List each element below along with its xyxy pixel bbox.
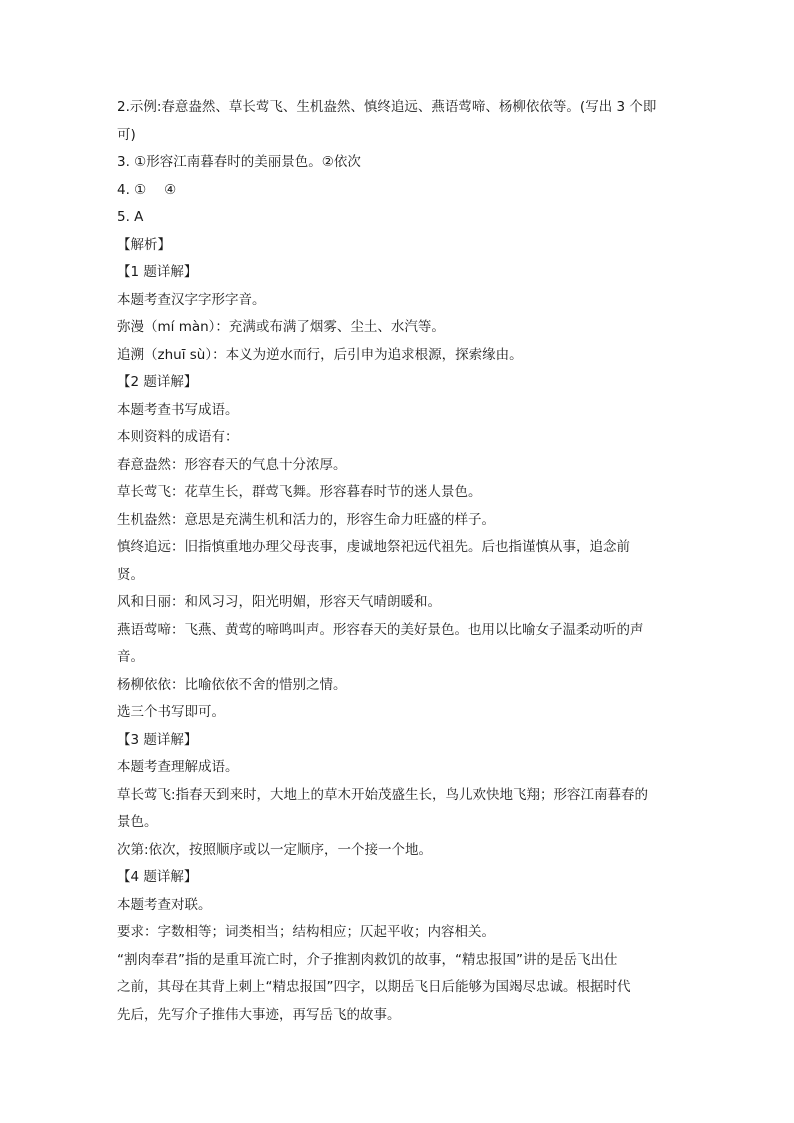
answer-line-5: 5. A xyxy=(117,209,144,225)
document-body xyxy=(117,94,682,1029)
analysis-heading: 【解析】 xyxy=(117,236,171,253)
text-line: 次第:依次，按照顺序或以一定顺序，一个接一个地。 xyxy=(117,841,433,858)
text-line: 之前，其母在其背上刺上“精忠报国”四字，以期岳飞日后能够为国竭尽忠诚。根据时代 xyxy=(117,979,631,995)
text-line: 本题考查对联。 xyxy=(117,896,212,913)
answer-line-4: 4. ① ④ xyxy=(117,181,177,198)
answer-line-2a: 2.示例:春意盎然、草长莺飞、生机盎然、慎终追远、燕语莺啼、杨柳依依等。(写出 3 个即 xyxy=(117,99,657,115)
q1-heading: 【1 题详解】 xyxy=(117,264,198,280)
text-line: 本题考查汉字字形字音。 xyxy=(117,291,266,308)
answer-line-2b: 可) xyxy=(117,126,136,143)
q2-heading: 【2 题详解】 xyxy=(117,374,198,390)
text-line: 生机盎然：意思是充满生机和活力的，形容生命力旺盛的样子。 xyxy=(117,511,495,528)
q3-heading: 【3 题详解】 xyxy=(117,731,198,748)
text-line: 风和日丽：和风习习，阳光明媚，形容天气晴朗暖和。 xyxy=(117,594,441,610)
text-line: 景色。 xyxy=(117,814,158,830)
text-line: 慎终追远：旧指慎重地办理父母丧事，虔诚地祭祀远代祖先。后也指谨慎从事，追念前 xyxy=(117,539,630,555)
text-line: 选三个书写即可。 xyxy=(117,704,225,720)
text-line: 先后，先写介子推伟大事迹，再写岳飞的故事。 xyxy=(117,1006,401,1023)
text-line: 草长莺飞：花草生长，群莺飞舞。形容暮春时节的迷人景色。 xyxy=(117,484,482,500)
text-line: 春意盎然：形容春天的气息十分浓厚。 xyxy=(117,456,347,473)
answer-line-3: 3. ①形容江南暮春时的美丽景色。②依次 xyxy=(117,154,361,170)
text-line: 燕语莺啼：飞燕、黄莺的啼鸣叫声。形容春天的美好景色。也用以比喻女子温柔动听的声 xyxy=(117,621,644,638)
q4-heading: 【4 题详解】 xyxy=(117,869,198,885)
text-line: 音。 xyxy=(117,649,144,665)
text-line: 本题考查理解成语。 xyxy=(117,759,239,775)
text-line: 贤。 xyxy=(117,566,144,583)
text-line: 弥漫（mí màn）：充满或布满了烟雾、尘土、水汽等。 xyxy=(117,319,445,335)
text-line: 要求：字数相等；词类相当；结构相应；仄起平收；内容相关。 xyxy=(117,924,495,940)
text-line: 本题考查书写成语。 xyxy=(117,401,239,418)
text-line: 本则资料的成语有： xyxy=(117,429,239,445)
text-line: 追溯（zhuī sù）：本义为逆水而行，后引申为追求根源，探索缘由。 xyxy=(117,346,523,363)
text-line: 杨柳依依：比喻依依不舍的惜别之情。 xyxy=(117,676,347,693)
text-line: “割肉奉君”指的是重耳流亡时，介子推割肉救饥的故事，“精忠报国”讲的是岳飞出仕 xyxy=(117,951,618,968)
text-line: 草长莺飞:指春天到来时，大地上的草木开始茂盛生长，鸟儿欢快地飞翔；形容江南暮春的 xyxy=(117,786,649,803)
